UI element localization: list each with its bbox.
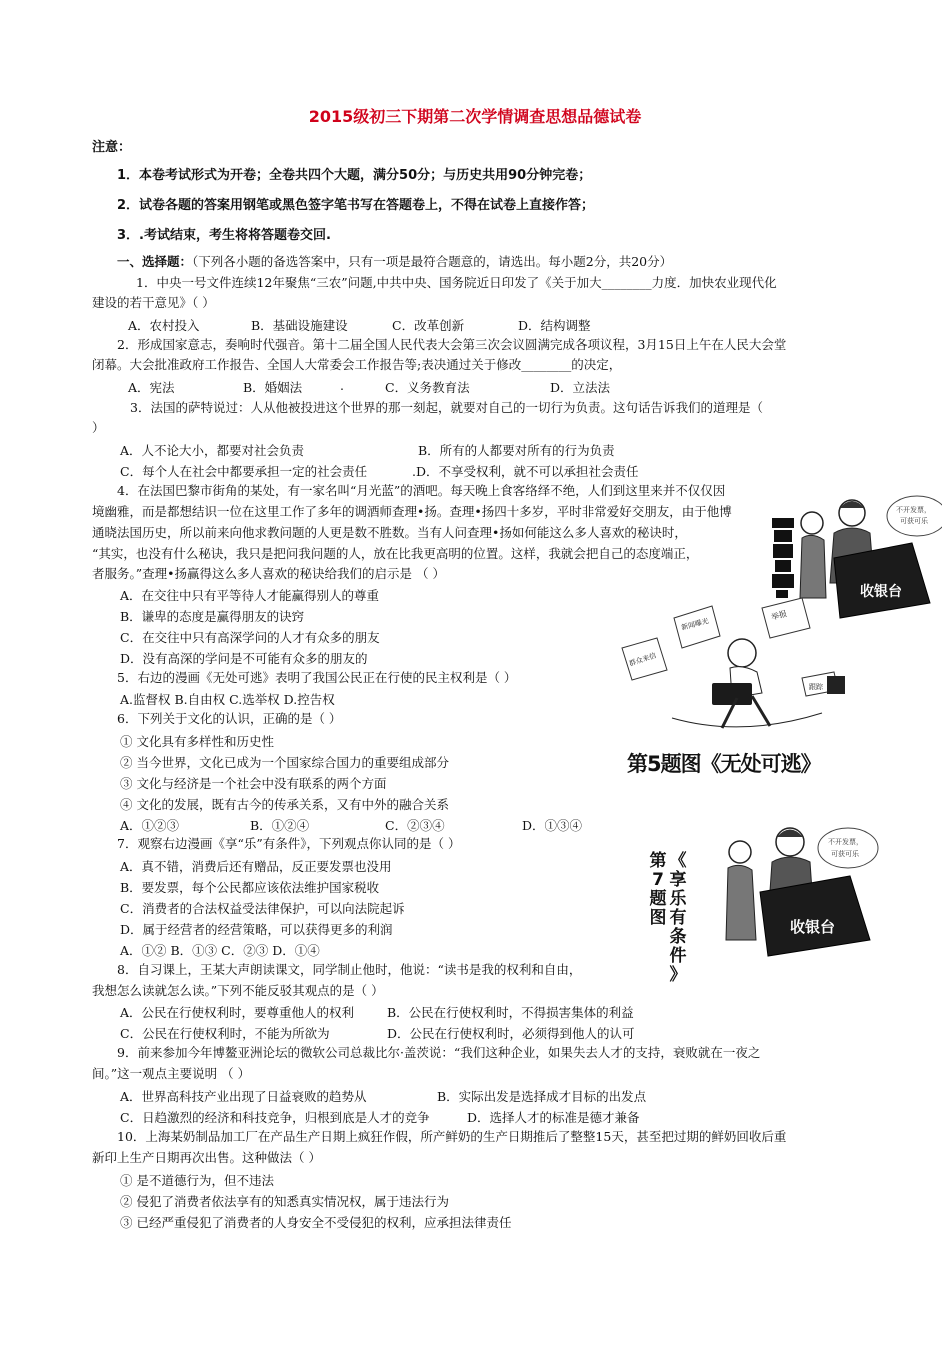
section1-instruction: （下列各小题的备选答案中，只有一项是最符合题意的，请选出。每小题2分，共20分） [192, 254, 673, 269]
q2-line-1: 2．形成国家意志，奏响时代强音。第十二届全国人民代表大会第三次会议圆满完成各项议程，3月15日上午在人民大会堂 [117, 337, 787, 352]
cartoon-xiangle [700, 820, 880, 970]
cartoon5-caption: 第5题图《无处可逃》 [627, 752, 821, 776]
q9-line-1: 9．前来参加今年博鳌亚洲论坛的微软公司总裁比尔·盖茨说：“我们这种企业，如果失去人才的支持，衰败就在一夜之 [117, 1045, 761, 1060]
section1-header [117, 254, 672, 270]
q3-option-b: B．所有的人都要对所有的行为负责 [418, 443, 615, 458]
cap7-char-6: 乐 [669, 889, 687, 909]
q3-option-d: .D．不享受权利，就不可以承担社会责任 [412, 464, 639, 479]
q6-option-c: C．②③④ [385, 818, 445, 833]
cashier-scene-illustration [800, 496, 942, 618]
notice-rule-2: 2．试卷各题的答案用钢笔或黑色签字笔书写在答题卷上，不得在试卷上直接作答； [117, 198, 595, 213]
q7-statement-a: A．真不错，消费后还有赠品，反正要发票也没用 [120, 859, 392, 874]
q9-option-d: D．选择人才的标准是德才兼备 [467, 1110, 640, 1125]
q8-option-c: C．公民在行使权利时，不能为所欲为 [120, 1026, 330, 1041]
q4-line-1: 4．在法国巴黎市街角的某处，有一家名叫“月光蓝”的酒吧。每天晚上食客络绎不绝，人们到这里来并不仅仅因 [117, 483, 726, 498]
q2-option-b: B．婚姻法 [243, 380, 303, 395]
q10-statement-2: ② 侵犯了消费者依法享有的知悉真实情况权，属于违法行为 [120, 1194, 449, 1209]
doc-letters: 群众来信 [628, 652, 658, 668]
q5-line-1: 5．右边的漫画《无处可逃》表明了我国公民正在行使的民主权利是（ ） [117, 670, 517, 685]
q10-statement-3: ③ 已经严重侵犯了消费者的人身安全不受侵犯的权利，应承担法律责任 [120, 1215, 512, 1230]
q1-option-a: A．农村投入 [128, 318, 200, 333]
cap7-char-4: 享 [669, 870, 687, 890]
notice-rule-1: 1．本卷考试形式为开卷；全卷共四个大题，满分50分；与历史共用90分钟完卷； [117, 168, 592, 183]
q6-option-a: A．①②③ [120, 818, 180, 833]
q4-line-5: 者服务。”查理•扬赢得这么多人喜欢的秘诀给我们的启示是 （ ） [92, 566, 445, 581]
q7-statement-d: D．属于经营者的经营策略，可以获得更多的利润 [120, 922, 393, 937]
exam-title: 2015级初三下期第二次学情调查思想品德试卷 [308, 107, 642, 126]
q10-line-2: 新印上生产日期再次出售。这种做法（ ） [92, 1150, 321, 1165]
q4-option-a: A．在交往中只有平等待人才能赢得别人的尊重 [120, 588, 380, 603]
cap7-char-10: 条 [669, 927, 687, 947]
cap7-char-5: 题 [649, 889, 667, 909]
q3-line-1: 3．法国的萨特说过：人从他被投进这个世界的那一刻起，就要对自己的一切行为负责。这句话告诉我们的道理是（ [130, 400, 763, 415]
cap7-char-14: 》 [669, 965, 687, 985]
q6-statement-1: ① 文化具有多样性和历史性 [120, 734, 274, 749]
q4-option-d: D．没有高深的学问是不可能有众多的朋友的 [120, 651, 368, 666]
cap7-char-3: 7 [652, 870, 664, 890]
notice-rule-3: 3．.考试结束，考生将将答题卷交回. [117, 228, 331, 243]
doc-news-exposure: 新闻曝光 [680, 617, 710, 632]
cashier-sign-top: 收银台 [860, 583, 902, 599]
q6-option-d: D．①③④ [522, 818, 583, 833]
q1-option-d: D．结构调整 [518, 318, 591, 333]
cashier-sign-7: 收银台 [790, 919, 836, 936]
q7-options: A．①② B．①③ C．②③ D．①④ [120, 943, 320, 958]
q6-line-1: 6．下列关于文化的认识，正确的是（ ） [117, 711, 342, 726]
q2-option-a: A．宪法 [128, 380, 175, 395]
q6-option-b: B．①②④ [250, 818, 310, 833]
q4-line-3: 通晓法国历史，所以前来向他求教问题的人更是数不胜数。当有人问查理•扬如何能这么多人喜欢的秘诀时， [92, 525, 687, 540]
q3-line-2: ） [92, 420, 105, 435]
cap7-char-7: 图 [649, 908, 667, 928]
bubble-line-1-top: 不开发票， [896, 507, 931, 514]
bubble-line-2-top: 可获可乐 [900, 518, 928, 525]
q1-line-1: 1．中央一号文件连续12年聚焦“三农”问题,中共中央、国务院近日印发了《关于加大________力度．加快农业现代化 [136, 275, 777, 290]
q6-statement-2: ② 当今世界，文化已成为一个国家综合国力的重要组成部分 [120, 755, 449, 770]
cashier-scene-illustration-2 [726, 828, 878, 956]
q5-options: A.监督权 B.自由权 C.选举权 D.控告权 [120, 692, 335, 707]
bubble-line-2-7: 可获可乐 [831, 851, 859, 858]
q9-option-b: B．实际出发是选择成才目标的出发点 [437, 1089, 647, 1104]
q8-line-2: 我想怎么读就怎么读。”下列不能反驳其观点的是（ ） [92, 983, 384, 998]
q8-option-b: B．公民在行使权利时，不得损害集体的利益 [387, 1005, 634, 1020]
q8-option-d: D．公民在行使权利时，必须得到他人的认可 [387, 1026, 635, 1041]
q4-option-c: C．在交往中只有高深学问的人才有众多的朋友 [120, 630, 380, 645]
q7-statement-b: B．要发票，每个公民都应该依法维护国家税收 [120, 880, 380, 895]
cap7-char-12: 件 [669, 946, 687, 966]
cartoon7-caption [648, 852, 696, 985]
cartoon-wuchuketao [612, 488, 942, 738]
q1-line-2: 建设的若干意见》（ ） [92, 295, 215, 310]
bubble-line-1-7: 不开发票， [828, 839, 863, 846]
notice-heading: 注意： [92, 140, 132, 155]
q10-statement-1: ① 是不道德行为，但不违法 [120, 1173, 274, 1188]
q1-option-c: C．改革创新 [392, 318, 465, 333]
q6-statement-3: ③ 文化与经济是一个社会中没有联系的两个方面 [120, 776, 387, 791]
q2-line-2: 闭幕。大会批准政府工作报告、全国人大常委会工作报告等;表决通过关于修改________的决定， [92, 357, 622, 372]
q2-option-d: D．立法法 [550, 380, 611, 395]
q4-line-2: 境幽雅，而是都想结识一位在这里工作了多年的调酒师查理•扬。查理•扬四十多岁，平时非常爱好交朋友，由于他博 [92, 504, 732, 519]
q1-option-b: B．基础设施建设 [251, 318, 348, 333]
q3-option-c: C．每个人在社会中都要承担一定的社会责任 [120, 464, 368, 479]
q10-line-1: 10．上海某奶制品加工厂在产品生产日期上疯狂作假，所产鲜奶的生产日期推后了整整15天，甚至把过期的鲜奶回收后重 [117, 1129, 787, 1144]
q4-option-b: B．谦卑的态度是赢得朋友的诀窍 [120, 609, 305, 624]
q7-line-1: 7．观察右边漫画《享“乐”有条件》，下列观点你认同的是（ ） [117, 836, 461, 851]
q2-stray-dot: . [340, 378, 344, 393]
running-man-illustration [672, 639, 822, 728]
cap7-char-1: 第 [649, 851, 667, 871]
q6-statement-4: ④ 文化的发展，既有古今的传承关系，又有中外的融合关系 [120, 797, 449, 812]
q8-line-1: 8．自习课上，王某大声朗读课文，同学制止他时，他说：“读书是我的权利和自由， [117, 962, 582, 977]
cap7-char-2: 《 [669, 851, 687, 871]
q3-option-a: A．人不论大小，都要对社会负责 [120, 443, 305, 458]
camera-tag: 跟踪 [809, 684, 823, 691]
q4-line-4: “其实，也没有什么秘诀，我只是把问我问题的人，放在比我更高明的位置。这样，我就会把自己的态度端正， [92, 546, 699, 561]
q9-option-c: C．日趋激烈的经济和科技竞争，归根到底是人才的竞争 [120, 1110, 430, 1125]
q9-option-a: A．世界高科技产业出现了日益衰败的趋势从 [120, 1089, 367, 1104]
doc-report: 举报 [770, 609, 788, 622]
section1-heading: 一、选择题： [117, 254, 193, 269]
q9-line-2: 间。”这一观点主要说明 （ ） [92, 1066, 251, 1081]
q2-option-c: C．义务教育法 [385, 380, 470, 395]
q8-option-a: A．公民在行使权利时，要尊重他人的权利 [120, 1005, 355, 1020]
q7-statement-c: C．消费者的合法权益受法律保护，可以向法院起诉 [120, 901, 405, 916]
cap7-char-8: 有 [669, 908, 687, 928]
